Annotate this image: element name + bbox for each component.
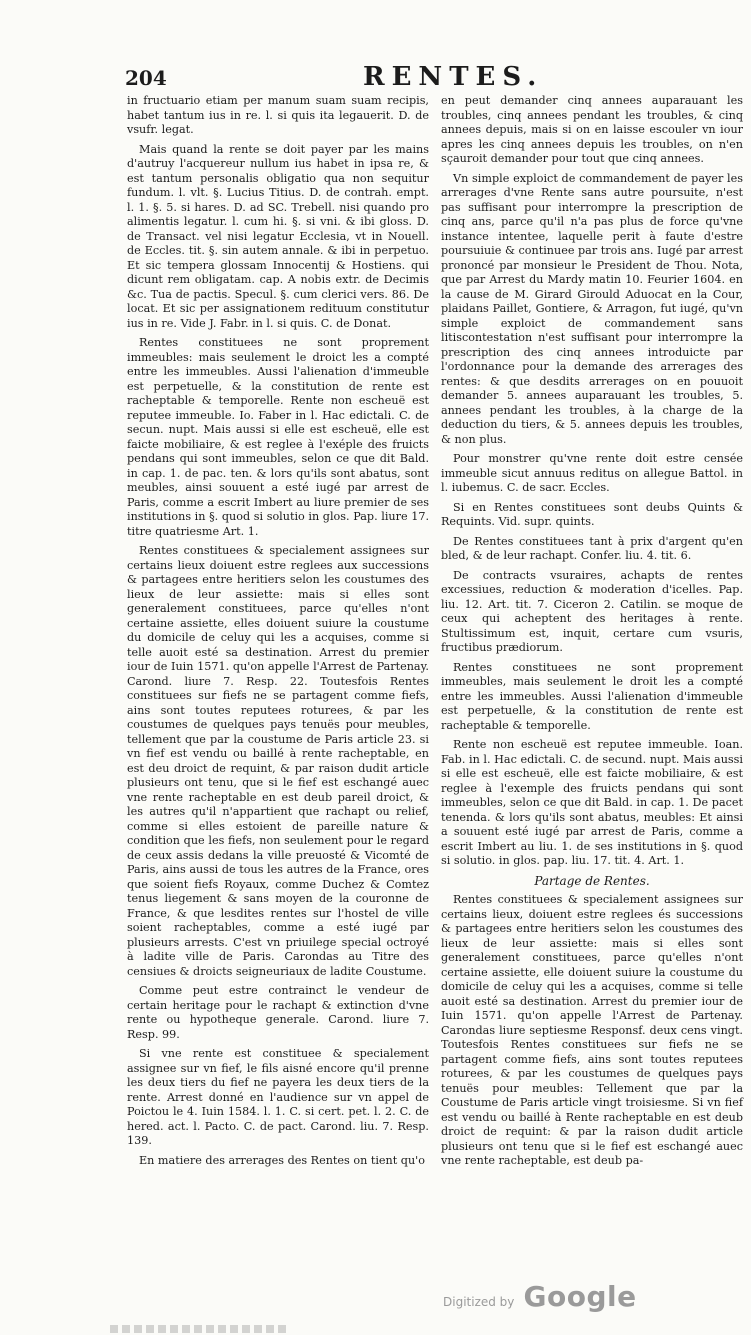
paragraph: Vn simple exploict de commandement de payer les arrerages d'vne Rente sans autre poursuite, n'est pas suffisant pour interrompre la prescription de cinq ans, parce qu'il n'a pas plus de force qu'vne instance intentee, laquelle perit à faute d'estre poursuiuie & continuee par trois ans. Iugé par arrest prononcé par monsieur le President de Thou. Nota, que par Arrest du Mardy matin 10. Feurier 1604. en la cause de M. Girard Girould Aduocat en la Cour, plaidans Paillet, Gontiere, & Arragon, fut iugé, qu'vn simple exploict de commandement sans litiscontestation n'est suffisant pour interrompre la prescription des cinq annees introduicte par l'ordonnance pour la demande des arrerages des rentes: & que desdits arrerages on en pouuoit demander 5. annees auparauant les troubles, 5. annees pendant les troubles, à la charge de la deduction du tiers, & 5. annees depuis les troubles, & non plus. xyxy=(441,171,743,446)
paragraph: Rentes constituees & specialement assignees sur certains lieux, doiuent estre reglees és successions & partagees entre heritiers selon les coustumes des lieux de leur assiette: mais si elles sont generalement constituees, parce qu'elles n'ont certaine assiette, elle doiuent suiure la coustume du domicile de celuy qui les a acquises, comme si telle auoit esté sa destination. Arrest du premier iour de Iuin 1571. qu'on appelle l'Arrest de Partenay. Carondas liure septiesme Responsf. deux cens vingt. Toutesfois Rentes constituees sur fiefs ne se partagent comme fiefs, ains sont toutes reputees roturees, & par les coustumes de quelques pays tenuës pour meubles: Tellement que par la Coustume de Paris article vingt troisiesme. Si vn fief est vendu ou baillé à Rente racheptable en est deub droict de requint: & par la raison dudit article plusieurs ont tenu que si le fief est eschangé auec vne rente racheptable, est deub pa- xyxy=(441,893,743,1167)
google-logo: Google xyxy=(523,1280,637,1313)
paragraph: De Rentes constituees tant à prix d'argent qu'en bled, & de leur rachapt. Confer. liu. 4. tit. 6. xyxy=(441,534,743,562)
paragraph: Rentes constituees ne sont proprement immeubles: mais seulement le droict les a compté entre les immeubles. Aussi l'alienation d'immeuble est perpetuelle, & la constitution de rente est racheptable & temporelle. Rente non escheuë est reputee immeuble. Io. Faber in l. Hac edictali. C. de secun. nupt. Mais aussi si elle est escheuë, elle est faicte mobiliaire, & est reglee à l'exéple des fruicts pendans qui sont immeubles, selon ce que dit Bald. in cap. 1. de pac. ten. & lors qu'ils sont abatus, sont meubles, ainsi souuent a esté iugé par arrest de Paris, comme a escrit Imbert au liure premier de ses institutions in §. quod si solutio in glos. Pap. liure 17. titre quatriesme Art. 1. xyxy=(127,336,429,538)
digitized-by-google-watermark xyxy=(443,1280,637,1313)
paragraph: in fructuario etiam per manum suam suam recipis, habet tantum ius in re. l. si quis ita legauerit. D. de vsufr. legat. xyxy=(127,94,429,136)
paragraph: Rentes constituees ne sont proprement immeubles, mais seulement le droit les a compté entre les immeubles. Aussi l'alienation d'immeuble est perpetuelle, & la constitution de rente est racheptable & temporelle. xyxy=(441,660,743,732)
paragraph: Si en Rentes constituees sont deubs Quints & Requints. Vid. supr. quints. xyxy=(441,500,743,528)
paragraph: En matiere des arrerages des Rentes on tient qu'o xyxy=(139,1153,425,1167)
paragraph: Mais quand la rente se doit payer par les mains d'autruy l'acquereur nullum ius habet in ipsa re, & est tantum personalis obligatio qua non sequitur fundum. l. vlt. §. Lucius Titius. D. de contrah. empt. l. 1. §. 5. si hares. D. ad SC. Trebell. nisi quando pro alimentis legatur. l. cum hi. §. si vni. & ibi gloss. D. de Transact. vel nisi legatur Ecclesia, vt in Nouell. de Eccles. tit. §. sin autem annale. & ibi in perpetuo. Et sic tempera glossam Innocentij & Hostiens. qui dicunt rem obligatam. cap. A nobis extr. de Decimis &c. Tua de pactis. Specul. §. cum clerici vers. 86. De locat. Et sic per assignationem redituum constitutur ius in re. Vide J. Fabr. in l. si quis. C. de Donat. xyxy=(127,142,429,330)
scan-edge-artifact xyxy=(110,1325,290,1333)
page-header xyxy=(125,62,735,96)
paragraph: Rente non escheuë est reputee immeuble. Ioan. Fab. in l. Hac edictali. C. de secund. nupt. Mais aussi si elle est escheuë, elle est faicte mobiliaire, & est reglee à l'exemple des fruicts pendans qui sont immeubles, selon ce que dit Bald. in cap. 1. De pacet tenenda. & lors qu'ils sont abatus, meubles: Et ainsi a souuent esté iugé par arrest de Paris, comme a escrit Imbert au liu. 1. de ses institutions in §. quod si solutio. in glos. pap. liu. 17. tit. 4. Art. 1. xyxy=(441,738,743,867)
paragraph: De contracts vsuraires, achapts de rentes excessiues, reduction & moderation d'icelles. Pap. liu. 12. Art. tit. 7. Ciceron 2. Catilin. se moque de ceux qui acheptent des heritages à rente. Stultissimum est, inquit, certare cum vsuris, fructibus prædiorum. xyxy=(441,568,743,654)
paragraph: Pour monstrer qu'vne rente doit estre censée immeuble sicut annuus reditus on allegue Battol. in l. iubemus. C. de sacr. Eccles. xyxy=(441,452,743,494)
paragraph: Si vne rente est constituee & specialement assignee sur vn fief, le fils aisné encore qu'il prenne les deux tiers du fief ne payera les deux tiers de la rente. Arrest donné en l'audience sur vn appel de Poictou le 4. Iuin 1584. l. 1. C. si cert. pet. l. 2. C. de hered. act. l. Pacto. C. de pact. Carond. liu. 7. Resp. 139. xyxy=(127,1047,429,1147)
right-column xyxy=(441,94,743,1174)
paragraph: en peut demander cinq annees auparauant les troubles, cinq annees pendant les troubles, & cinq annees depuis, mais si on en laisse escouler vn iour apres les cinq annees depuis les troubles, on n'en sçauroit demander pour tout que cinq annees. xyxy=(441,94,743,165)
page-number: 204 xyxy=(125,66,167,90)
left-column xyxy=(127,94,429,1173)
running-title: RENTES. xyxy=(363,62,544,92)
section-heading: Partage de Rentes. xyxy=(534,873,650,888)
paragraph: Rentes constituees & specialement assignees sur certains lieux doiuent estre reglees aux successions & partagees entre heritiers selon les coustumes des lieux de leur assiette: mais si elles sont generalement constituees, parce qu'elles n'ont certaine assiette, elles doiuent suiure la coustume du domicile de celuy qui les a acquises, comme si telle auoit esté sa destination. Arrest du premier iour de Iuin 1571. qu'on appelle l'Arrest de Partenay. Carond. liure 7. Resp. 22. Toutesfois Rentes constituees sur fiefs ne se partagent comme fiefs, ains sont toutes reputees roturees, & par les coustumes de quelques pays tenuës pour meubles, tellement que par la coustume de Paris article 23. si vn fief est vendu ou baillé à rente racheptable, en est deu droict de requint, & par raison dudit article plusieurs ont tenu, que si le fief est eschangé auec vne rente racheptable en est deub pareil droict, & les autres qu'il n'appartient que rachapt ou relief, comme si elles estoient de pareille nature & condition que les fiefs, non seulement pour le regard de ceux assis dedans la ville preuosté & Vicomté de Paris, ains aussi de tous les autres de la France, ores que soient fiefs Royaux, comme Duchez & Comtez tenus liegement & sans moyen de la couronne de France, & que lesdites rentes sur l'hostel de ville soient racheptables, comme a esté iugé par plusieurs arrests. C'est vn priuilege special octroyé à ladite ville de Paris. Carondas au Titre des censiues & droicts seigneuriaux de ladite Coustume. xyxy=(127,544,429,978)
watermark-prefix: Digitized by xyxy=(443,1295,515,1309)
paragraph: Comme peut estre contrainct le vendeur de certain heritage pour le rachapt & extinction d'vne rente ou hypotheque generale. Carond. liure 7. Resp. 99. xyxy=(127,984,429,1041)
